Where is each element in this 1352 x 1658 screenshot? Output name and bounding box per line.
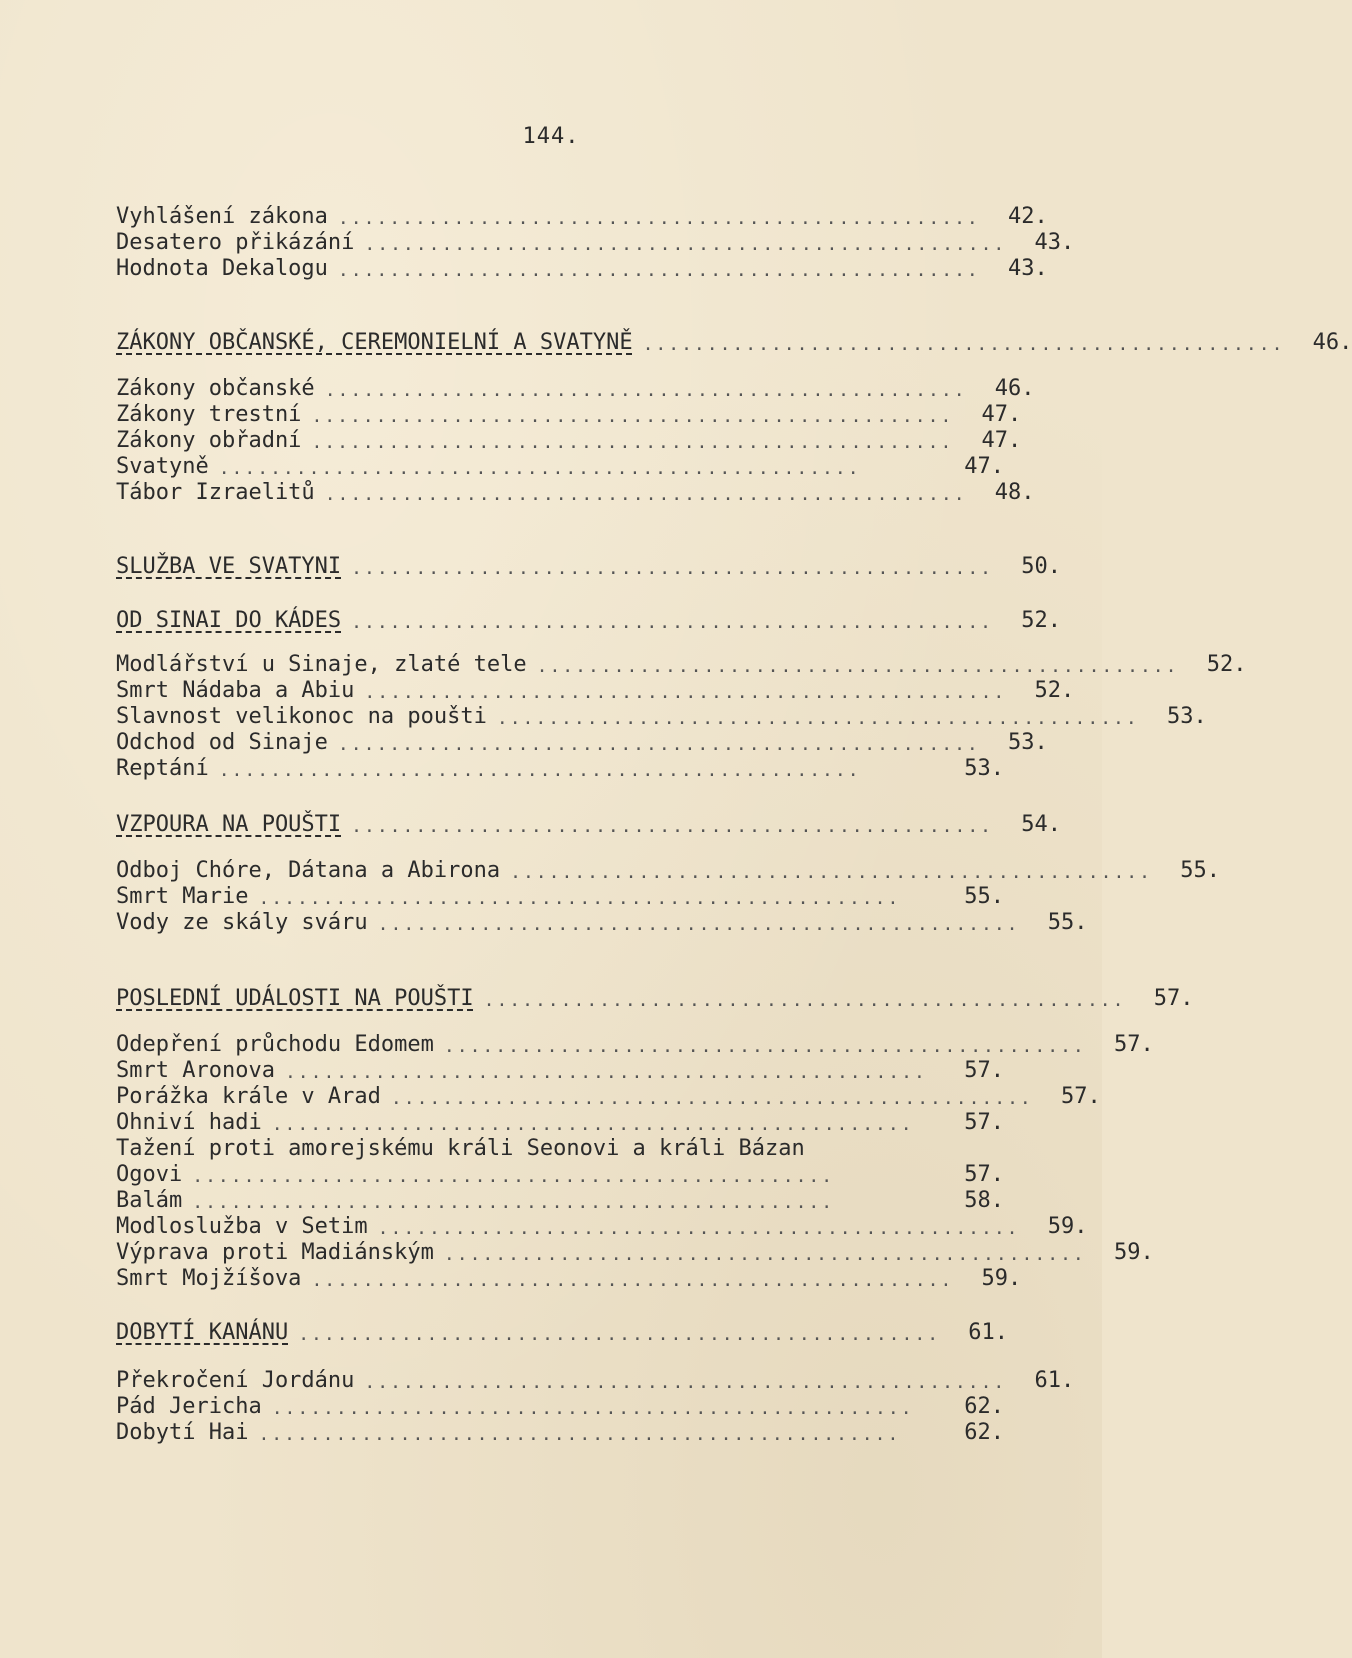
entry-title: Zákony obřadní: [116, 428, 302, 453]
dot-leader: ..................................................: [218, 760, 861, 781]
entry-page: 62.: [964, 1420, 1004, 1445]
entry-page: 48.: [994, 480, 1035, 505]
toc-entry: [116, 1214, 1088, 1240]
entry-title: Smrt Marie: [116, 884, 249, 909]
entry-page: 57.: [964, 1058, 1004, 1083]
toc-entry: [116, 1110, 1004, 1136]
dot-leader: ..................................................: [364, 234, 1007, 255]
section-heading: [116, 330, 1352, 356]
entry-page: 59.: [1047, 1214, 1088, 1239]
entry-page: 47.: [964, 454, 1004, 479]
toc-entry: [116, 1240, 1154, 1266]
dot-leader: ..................................................: [510, 862, 1152, 883]
entry-title: Vody ze skály sváru: [116, 910, 368, 935]
entry-page: 53.: [964, 756, 1004, 781]
dot-leader: ..................................................: [390, 1088, 1033, 1109]
table-of-contents: [116, 204, 1352, 1446]
section-title: SLUŽBA VE SVATYNI: [116, 554, 342, 579]
dot-leader: ..................................................: [351, 816, 994, 837]
entry-title: Odchod od Sinaje: [116, 730, 328, 755]
entry-page: 59.: [981, 1266, 1022, 1291]
dot-leader: ..................................................: [483, 990, 1126, 1011]
entry-title: Modlářství u Sinaje, zlaté tele: [116, 652, 527, 677]
entry-title: Reptání: [116, 756, 209, 781]
section-heading: [116, 554, 1062, 580]
dot-leader: ..................................................: [284, 1062, 927, 1083]
dot-leader: ..................................................: [351, 558, 994, 579]
entry-title: Modloslužba v Setim: [116, 1214, 368, 1239]
entry-page: 43.: [1008, 256, 1048, 281]
section-heading: [116, 608, 1062, 634]
dot-leader: ..................................................: [443, 1244, 1086, 1265]
entry-page: 43.: [1034, 230, 1075, 255]
entry-title: Tábor Izraelitů: [116, 480, 315, 505]
entry-title: Ogovi: [116, 1162, 183, 1187]
dot-leader: ..................................................: [364, 1372, 1007, 1393]
section-heading: [116, 1320, 1009, 1346]
dot-leader: ..................................................: [311, 1270, 954, 1291]
entry-page: 57.: [1061, 1084, 1101, 1109]
section-page: 52.: [1021, 608, 1062, 633]
entry-page: 61.: [1034, 1368, 1075, 1393]
entry-page: 59.: [1114, 1240, 1154, 1265]
toc-entry-continuation: [116, 1162, 1004, 1188]
entry-page: 52.: [1206, 652, 1247, 677]
toc-entry: [116, 1368, 1075, 1394]
entry-title: Odboj Chóre, Dátana a Abirona: [116, 858, 501, 883]
dot-leader: ..................................................: [443, 1036, 1086, 1057]
toc-entry: [116, 1032, 1154, 1058]
entry-title: Smrt Nádaba a Abiu: [116, 678, 355, 703]
section-title: DOBYTÍ KANÁNU: [116, 1320, 289, 1345]
dot-leader: ..................................................: [642, 334, 1285, 355]
toc-entry: [116, 1266, 1022, 1292]
dot-leader: ..................................................: [337, 260, 980, 281]
entry-title: Smrt Mojžíšova: [116, 1266, 302, 1291]
page-number: 144.: [522, 124, 580, 149]
section-page: 54.: [1021, 812, 1062, 837]
dot-leader: ..................................................: [258, 1424, 901, 1445]
toc-entry: [116, 1084, 1101, 1110]
toc-entry: [116, 910, 1088, 936]
toc-entry: [116, 204, 1048, 230]
section-page: 46.: [1312, 330, 1352, 355]
toc-entry: [116, 454, 1004, 480]
section-title: ZÁKONY OBČANSKÉ, CEREMONIELNÍ A SVATYNĚ: [116, 330, 633, 355]
entry-title: Tažení proti amorejskému králi Seonovi a králi Bázan: [116, 1136, 805, 1161]
entry-page: 57.: [964, 1162, 1004, 1187]
section-page: 61.: [968, 1320, 1009, 1345]
dot-leader: ..................................................: [311, 432, 954, 453]
dot-leader: ..................................................: [218, 458, 861, 479]
dot-leader: ..................................................: [298, 1324, 941, 1345]
entry-title: Vyhlášení zákona: [116, 204, 328, 229]
section-page: 57.: [1153, 986, 1194, 1011]
section-heading: [116, 986, 1194, 1012]
entry-page: 47.: [981, 428, 1022, 453]
entry-title: Svatyně: [116, 454, 209, 479]
entry-page: 57.: [964, 1110, 1004, 1135]
dot-leader: ..................................................: [311, 406, 954, 427]
toc-entry: [116, 756, 1004, 782]
toc-entry: [116, 730, 1048, 756]
entry-page: 55.: [964, 884, 1004, 909]
entry-title: Dobytí Hai: [116, 1420, 249, 1445]
entry-title: Porážka krále v Arad: [116, 1084, 381, 1109]
dot-leader: ..................................................: [377, 914, 1020, 935]
toc-entry: [116, 256, 1048, 282]
toc-entry: [116, 1058, 1004, 1084]
entry-title: Ohniví hadi: [116, 1110, 262, 1135]
toc-entry: [116, 678, 1075, 704]
entry-title: Desatero přikázání: [116, 230, 355, 255]
entry-title: Smrt Aronova: [116, 1058, 275, 1083]
dot-leader: ..................................................: [192, 1166, 835, 1187]
toc-entry: [116, 1420, 1004, 1446]
section-title: OD SINAI DO KÁDES: [116, 608, 342, 633]
toc-entry: [116, 704, 1207, 730]
dot-leader: ..................................................: [192, 1192, 835, 1213]
entry-title: Zákony trestní: [116, 402, 302, 427]
dot-leader: ..................................................: [324, 484, 967, 505]
entry-page: 58.: [964, 1188, 1004, 1213]
dot-leader: ..................................................: [364, 682, 1007, 703]
dot-leader: ..................................................: [324, 380, 967, 401]
entry-title: Pád Jericha: [116, 1394, 262, 1419]
entry-page: 55.: [1180, 858, 1220, 883]
toc-entry: [116, 884, 1004, 910]
entry-page: 52.: [1034, 678, 1075, 703]
entry-page: 62.: [964, 1394, 1004, 1419]
toc-entry: [116, 1394, 1004, 1420]
section-title: POSLEDNÍ UDÁLOSTI NA POUŠTI: [116, 986, 474, 1011]
entry-page: 57.: [1114, 1032, 1154, 1057]
entry-title: Překročení Jordánu: [116, 1368, 355, 1393]
toc-entry: [116, 858, 1220, 884]
toc-entry: [116, 480, 1035, 506]
dot-leader: ..................................................: [337, 208, 980, 229]
entry-page: 53.: [1008, 730, 1048, 755]
entry-title: Zákony občanské: [116, 376, 315, 401]
dot-leader: ..................................................: [496, 708, 1139, 729]
dot-leader: ..................................................: [271, 1398, 914, 1419]
toc-entry: [116, 376, 1035, 402]
entry-title: Slavnost velikonoc na poušti: [116, 704, 487, 729]
entry-page: 42.: [1008, 204, 1048, 229]
dot-leader: ..................................................: [271, 1114, 914, 1135]
entry-page: 53.: [1166, 704, 1207, 729]
toc-entry-first-line: [116, 1136, 1004, 1162]
toc-entry: [116, 230, 1075, 256]
dot-leader: ..................................................: [377, 1218, 1020, 1239]
entry-title: Balám: [116, 1188, 183, 1213]
dot-leader: ..................................................: [351, 612, 994, 633]
entry-title: Výprava proti Madiánským: [116, 1240, 434, 1265]
dot-leader: ..................................................: [536, 656, 1179, 677]
entry-page: 55.: [1047, 910, 1088, 935]
entry-page: 46.: [994, 376, 1035, 401]
section-title: VZPOURA NA POUŠTI: [116, 812, 342, 837]
section-heading: [116, 812, 1062, 838]
entry-title: Odepření průchodu Edomem: [116, 1032, 434, 1057]
dot-leader: ..................................................: [337, 734, 980, 755]
toc-entry: [116, 652, 1247, 678]
dot-leader: ..................................................: [258, 888, 901, 909]
toc-entry: [116, 1188, 1004, 1214]
toc-entry: [116, 402, 1022, 428]
entry-page: 47.: [981, 402, 1022, 427]
section-page: 50.: [1021, 554, 1062, 579]
toc-entry: [116, 428, 1022, 454]
entry-title: Hodnota Dekalogu: [116, 256, 328, 281]
